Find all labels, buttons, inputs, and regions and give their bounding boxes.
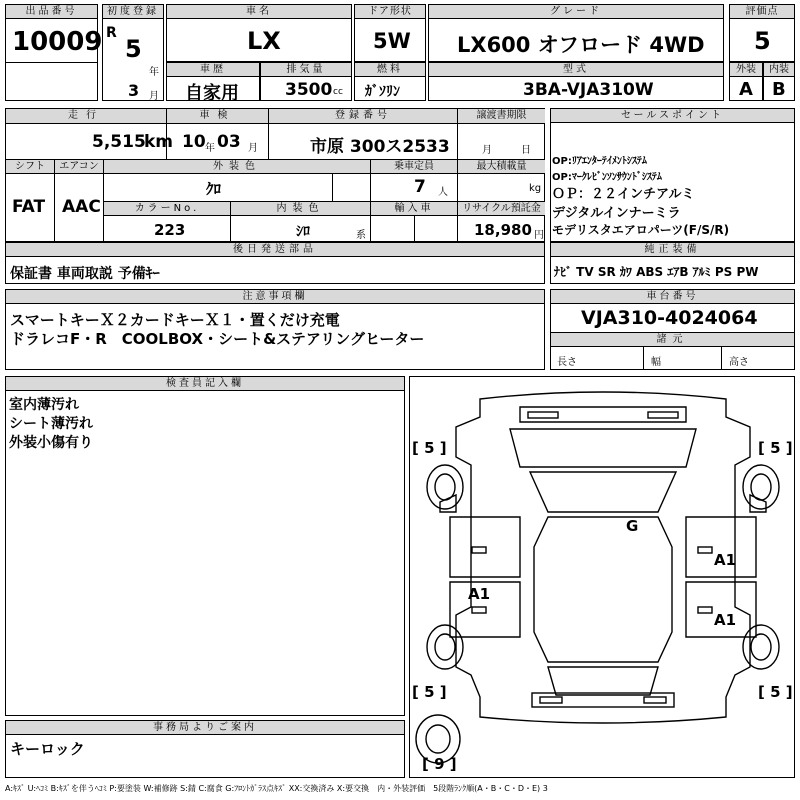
score: 5: [754, 27, 771, 55]
int-color: ｼﾛ: [296, 224, 310, 240]
capacity: 7: [414, 177, 426, 197]
legend: A:ｷｽﾞ U:ﾍｺﾐ B:ｷｽﾞを伴うﾍｺﾐ P:要塗装 W:補修跡 S:錆 C:腐食 G:ﾌﾛﾝﾄｶﾞﾗｽ点ｷｽﾞ XX:交換済み X:要交換 内・外装評価 5段階ﾗﾝｸ順(A・B・C・D・E) 3: [5, 784, 548, 793]
recycle-label: リサイクル預託金: [458, 202, 545, 215]
score-label: 評価点: [730, 5, 794, 19]
office-cell: [5, 720, 405, 778]
tire-rr-score: [ 5 ]: [758, 683, 793, 701]
damage-mark-windshield: G: [626, 517, 639, 535]
first-reg-year: 5: [125, 35, 142, 63]
interior-grade: B: [772, 79, 786, 100]
capacity-label: 乗車定員: [371, 160, 457, 173]
sales-points-cell: [550, 108, 795, 242]
mileage: 5,515: [92, 132, 146, 152]
equipment-label: 純正装備: [551, 243, 794, 257]
lot-number-label: 出品番号: [6, 5, 97, 19]
chassis-cell: [550, 289, 795, 370]
fuel: ｶﾞｿﾘﾝ: [365, 84, 400, 100]
tire-fl-score: [ 5 ]: [412, 439, 447, 457]
dims-label: 諸元: [551, 333, 794, 346]
tire-fr-score: [ 5 ]: [758, 439, 793, 457]
door-cell: [354, 4, 426, 62]
shift: FAT: [12, 197, 46, 217]
model-cell: [428, 62, 724, 101]
ac: AAC: [62, 197, 101, 217]
displacement-cell: [260, 62, 352, 101]
load-label: 最大積載量: [458, 160, 545, 173]
notes-line-1: スマートキーＸ２カードキーＸ１・置くだけ充電: [10, 311, 340, 329]
car-name: LX: [247, 27, 281, 55]
sales-line-2: OP:ﾏｰｸﾚﾋﾞﾝｿﾝｻｳﾝﾄﾞｼｽﾃﾑ: [552, 172, 662, 183]
registration-label: 登録番号: [269, 109, 457, 123]
first-registration-label: 初度登録: [103, 5, 163, 19]
damage-mark-right-rear-door: A1: [714, 611, 737, 629]
notes-label: 注意事項欄: [6, 290, 544, 304]
shift-label: シフト: [6, 160, 54, 173]
vehicle-info-block: [5, 108, 545, 242]
interior-grade-cell: [763, 62, 795, 101]
grade: LX600 オフロード 4WD: [457, 33, 705, 57]
mileage-unit: km: [144, 132, 174, 152]
year-unit: 年: [149, 67, 159, 78]
ext-color-label: 外装色: [104, 160, 370, 173]
history-label: 車歴: [167, 63, 259, 77]
inspector-line-2: シート薄汚れ: [9, 416, 93, 432]
spare-tire-score: [ 9 ]: [422, 755, 457, 773]
car-diagram: [409, 376, 795, 778]
history-cell: [166, 62, 260, 104]
ac-label: エアコン: [55, 160, 103, 173]
grade-label: グレード: [429, 5, 723, 19]
exterior-grade-cell: [729, 62, 763, 101]
exterior-grade-label: 外装: [730, 63, 762, 77]
car-outline: [410, 377, 796, 779]
damage-mark-right-front-door: A1: [714, 551, 737, 569]
lot-number-cell: [5, 4, 103, 101]
fuel-label: 燃料: [355, 63, 425, 77]
notes-cell: [5, 289, 545, 370]
door-label: ドア形状: [355, 5, 425, 19]
chassis-number: VJA310-4024064: [581, 307, 758, 329]
damage-mark-left-rear-door: A1: [468, 585, 491, 603]
equipment-cell: [550, 242, 795, 284]
score-cell: [729, 4, 795, 62]
later-parts-cell: [5, 242, 545, 284]
first-registration-cell: [102, 4, 164, 101]
sales-line-3: ＯＰ：２２インチアルミ: [552, 187, 695, 202]
transfer-day-unit: 日: [521, 145, 531, 156]
chassis-label: 車台番号: [551, 290, 794, 304]
int-color-label: 内装色: [231, 202, 370, 215]
month-unit: 月: [149, 91, 159, 102]
door: 5W: [373, 29, 411, 53]
later-parts: 保証書 車両取説 予備ｷｰ: [10, 266, 160, 282]
model-label: 型式: [429, 63, 723, 77]
transfer-month-unit: 月: [482, 145, 492, 156]
inspector-line-3: 外装小傷有り: [9, 435, 93, 451]
tire-rl-score: [ 5 ]: [412, 683, 447, 701]
inspector-cell: [5, 376, 405, 716]
ext-color: ｸﾛ: [206, 180, 222, 198]
inspection-label: 車検: [167, 109, 268, 123]
sales-line-1: OP:ﾘｱｴﾝﾀｰﾃｲﾒﾝﾄｼｽﾃﾑ: [552, 156, 647, 167]
model: 3BA-VJA310W: [523, 80, 654, 100]
recycle-unit: 円: [534, 230, 544, 241]
recycle: 18,980: [474, 221, 532, 239]
inspection-month: 03: [217, 132, 241, 152]
color-no-label: カラーNo.: [104, 202, 230, 215]
lot-number: 10009: [12, 27, 103, 57]
sales-line-4: デジタルインナーミラ: [552, 206, 681, 221]
mileage-label: 走行: [6, 109, 166, 123]
office-label: 事務局よりご案内: [6, 721, 404, 735]
later-parts-label: 後日発送部品: [6, 243, 544, 257]
inspection-year-unit: 年: [205, 143, 215, 154]
era: R: [106, 25, 117, 41]
registration-number: 市原 300ス2533: [310, 137, 450, 157]
color-no: 223: [154, 221, 186, 239]
inspector-line-1: 室内薄汚れ: [9, 397, 79, 413]
import-label: 輸入車: [371, 202, 457, 215]
interior-grade-label: 内装: [764, 63, 794, 77]
office-text: キーロック: [10, 740, 85, 758]
height-label: 高さ: [729, 357, 749, 368]
car-name-cell: [166, 4, 352, 62]
history: 自家用: [185, 83, 239, 104]
inspection-year: 10: [182, 132, 206, 152]
displacement-label: 排気量: [261, 63, 351, 77]
exterior-grade: A: [739, 79, 753, 100]
capacity-unit: 人: [438, 187, 448, 198]
car-name-label: 車名: [167, 5, 351, 19]
transfer-label: 譲渡書期限: [458, 109, 545, 123]
length-label: 長さ: [557, 357, 577, 368]
notes-line-2: ドラレコF・R COOLBOX・シート&ステアリングヒーター: [10, 330, 425, 348]
inspector-label: 検査員記入欄: [6, 377, 404, 391]
equipment: ﾅﾋﾞ TV SR ｶﾜ ABS ｴｱB ｱﾙﾐ PS PW: [554, 265, 759, 279]
first-reg-month: 3: [128, 81, 140, 100]
sales-points-label: セールスポイント: [551, 109, 794, 123]
int-color-unit: 系: [356, 230, 366, 241]
grade-cell: [428, 4, 724, 62]
sales-line-5: モデリスタエアロパーツ(F/S/R): [552, 223, 730, 237]
width-label: 幅: [651, 357, 661, 368]
displacement-unit: cc: [333, 87, 343, 97]
load-unit: kg: [529, 183, 542, 194]
displacement: 3500: [285, 80, 333, 100]
fuel-cell: [354, 62, 426, 101]
inspection-month-unit: 月: [248, 143, 258, 154]
